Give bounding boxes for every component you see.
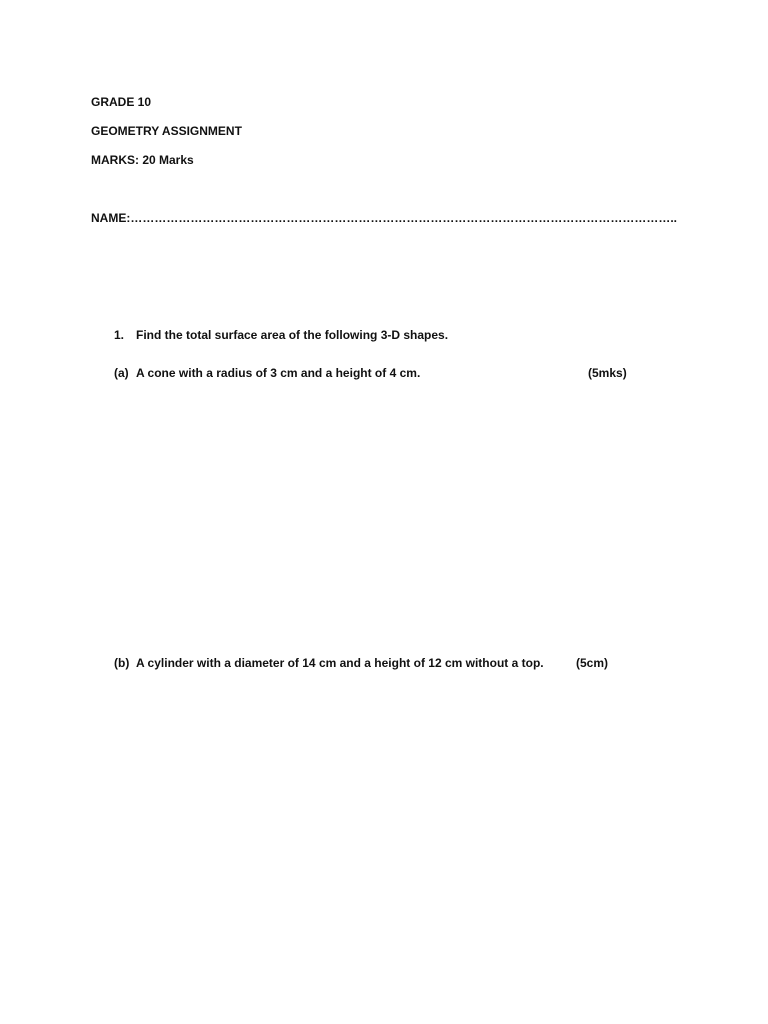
question-1a-text: A cone with a radius of 3 cm and a height of 4 cm. bbox=[136, 366, 421, 380]
name-label: NAME: bbox=[91, 211, 131, 225]
total-marks: MARKS: 20 Marks bbox=[91, 153, 194, 167]
grade-heading: GRADE 10 bbox=[91, 95, 152, 109]
question-1b-text: A cylinder with a diameter of 14 cm and a height of 12 cm without a top. bbox=[136, 656, 544, 670]
name-field bbox=[91, 211, 677, 225]
question-1b-marks: (5cm) bbox=[576, 656, 609, 670]
question-1a-label: (a) bbox=[114, 366, 129, 380]
question-1-text: Find the total surface area of the following 3-D shapes. bbox=[136, 328, 449, 342]
assignment-title: GEOMETRY ASSIGNMENT bbox=[91, 124, 242, 138]
question-1a-marks: (5mks) bbox=[588, 366, 627, 380]
name-dotted-line: ……………………………………………………………………………………………………………………….. bbox=[130, 211, 677, 225]
question-1-number: 1. bbox=[114, 328, 125, 342]
question-1b-label: (b) bbox=[114, 656, 130, 670]
